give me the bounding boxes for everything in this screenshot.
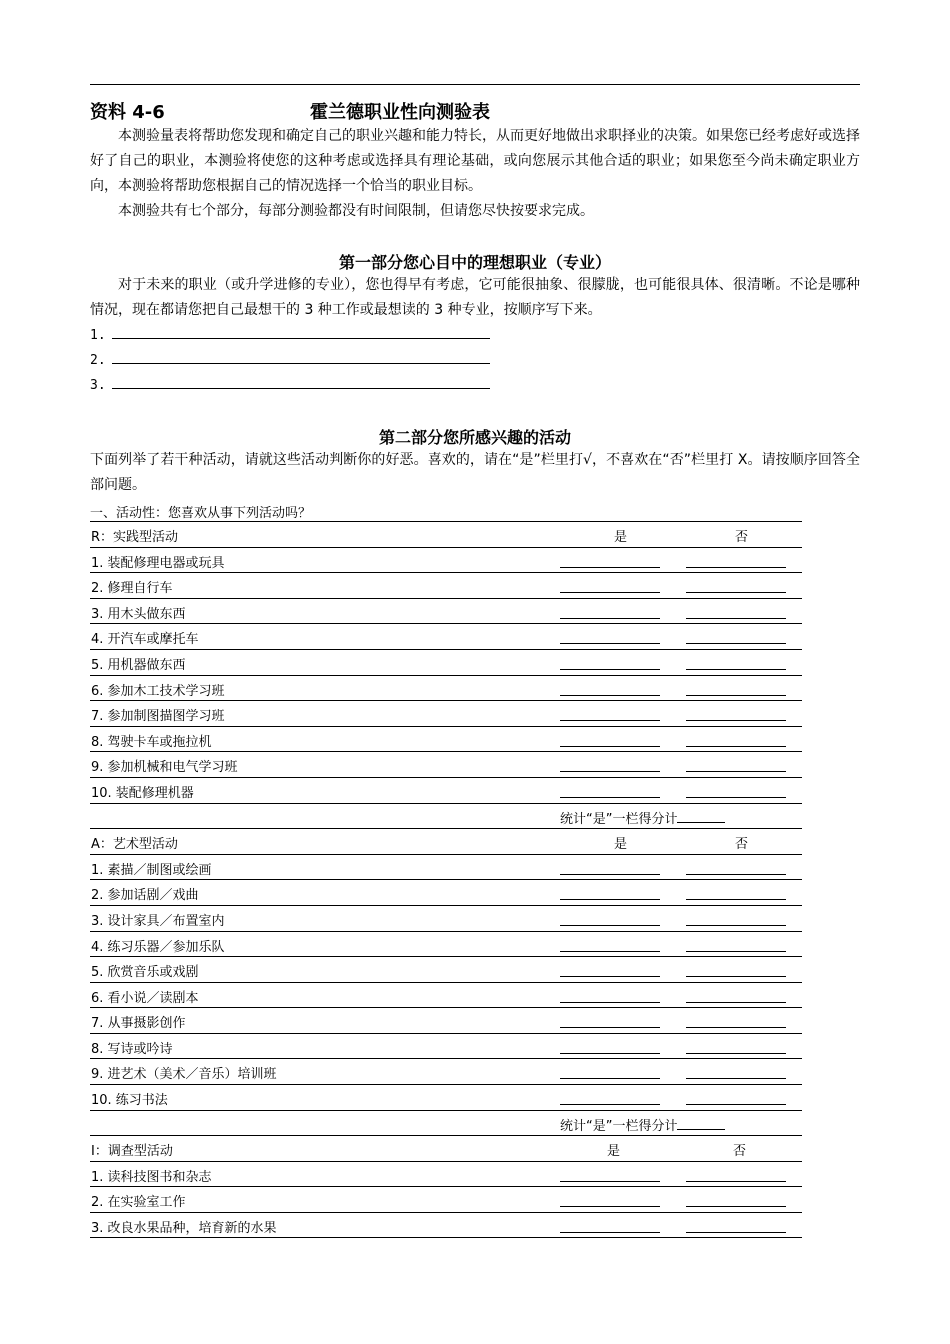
activity-row: [90, 905, 802, 931]
activity-row: [90, 726, 802, 752]
activity-label: 2. 参加话剧／戏曲: [91, 888, 199, 904]
activity-row: [90, 1058, 802, 1084]
document-label: 资料 4-6: [90, 102, 165, 123]
yes-answer-blank[interactable]: [560, 618, 660, 619]
yes-answer-blank[interactable]: [560, 1181, 660, 1182]
answer-blank[interactable]: [112, 326, 490, 339]
no-answer-blank[interactable]: [686, 976, 786, 977]
activity-row: [90, 598, 802, 624]
yes-answer-blank[interactable]: [560, 1002, 660, 1003]
activity-label: 3. 用木头做东西: [91, 606, 186, 622]
no-answer-blank[interactable]: [686, 1104, 786, 1105]
part2-title: 第二部分您所感兴趣的活动: [378, 428, 571, 447]
answer-line-1[interactable]: [90, 326, 490, 346]
no-answer-blank[interactable]: [686, 746, 786, 747]
activity-label: 9. 参加机械和电气学习班: [91, 760, 238, 776]
yes-answer-blank[interactable]: [560, 925, 660, 926]
yes-answer-blank[interactable]: [560, 592, 660, 593]
activity-row: [90, 1007, 802, 1033]
yes-score-tally: [560, 808, 725, 827]
no-answer-blank[interactable]: [686, 951, 786, 952]
activity-label: 1. 素描／制图或绘画: [91, 862, 212, 878]
no-answer-blank[interactable]: [686, 618, 786, 619]
activity-row: [90, 956, 802, 982]
yes-answer-blank[interactable]: [560, 643, 660, 644]
activity-label: 4. 开汽车或摩托车: [91, 632, 199, 648]
yes-column-header: 是: [607, 1144, 621, 1160]
activity-label: 6. 看小说／读剧本: [91, 990, 199, 1006]
no-answer-blank[interactable]: [686, 643, 786, 644]
yes-answer-blank[interactable]: [560, 771, 660, 772]
answer-blank[interactable]: [112, 376, 490, 389]
activity-label: 2. 修理自行车: [91, 581, 173, 597]
document-title: 霍兰德职业性向测验表: [310, 102, 490, 123]
yes-answer-blank[interactable]: [560, 1053, 660, 1054]
activity-row: [90, 1033, 802, 1059]
activity-row: [90, 623, 802, 649]
part2-instructions: 下面列举了若干种活动，请就这些活动判断你的好恶。喜欢的，请在“是”栏里打√，不喜欢在“否”栏里打 X。请按顺序回答全部问题。: [90, 452, 860, 493]
tally-row: [90, 1110, 802, 1136]
tally-label: 统计“是”一栏得分计: [560, 811, 678, 827]
yes-answer-blank[interactable]: [560, 1027, 660, 1028]
answer-line-number: 2.: [90, 353, 106, 368]
yes-answer-blank[interactable]: [560, 899, 660, 900]
no-answer-blank[interactable]: [686, 1181, 786, 1182]
activity-label: 10. 装配修理机器: [91, 785, 194, 801]
group-header-row: [90, 1135, 802, 1161]
tally-blank[interactable]: [677, 1117, 725, 1130]
activity-row: [90, 649, 802, 675]
activity-row: [90, 931, 802, 957]
answer-line-number: 1.: [90, 328, 106, 343]
activity-label: 3. 改良水果品种，培育新的水果: [91, 1221, 277, 1237]
answer-blank[interactable]: [112, 351, 490, 364]
activity-question: 一、活动性：您喜欢从事下列活动吗？: [90, 506, 312, 521]
activity-row: [90, 1161, 802, 1187]
activity-row: [90, 700, 802, 726]
no-answer-blank[interactable]: [686, 1232, 786, 1233]
answer-line-2[interactable]: [90, 351, 490, 371]
yes-answer-blank[interactable]: [560, 746, 660, 747]
part1-instructions: 对于未来的职业（或升学进修的专业），您也得早有考虑，它可能很抽象、很朦胧，也可能很具体、很清晰。不论是哪种情况，现在都请您把自己最想干的 3 种工作或最想读的 3 种专业，按顺序写下来。: [90, 277, 860, 318]
no-answer-blank[interactable]: [686, 899, 786, 900]
activity-row: [90, 572, 802, 598]
yes-answer-blank[interactable]: [560, 669, 660, 670]
yes-score-tally: [560, 1115, 725, 1134]
activity-label: 1. 装配修理电器或玩具: [91, 555, 225, 571]
no-column-header: 否: [735, 837, 749, 853]
activity-row: [90, 777, 802, 803]
no-answer-blank[interactable]: [686, 720, 786, 721]
activity-label: 5. 欣赏音乐或戏剧: [91, 965, 199, 981]
intro-paragraph-1: 本测验量表将帮助您发现和确定自己的职业兴趣和能力特长，从而更好地做出求职择业的决策。如果您已经考虑好或选择好了自己的职业，本测验将使您的这种考虑或选择具有理论基础，或向您展示其他合适的职业；如果您至今尚未确定职业方向，本测验将帮助您根据自己的情况选择一个恰当的职业目标。: [90, 128, 860, 194]
group-header-row: [90, 521, 802, 547]
tally-label: 统计“是”一栏得分计: [560, 1118, 678, 1134]
yes-answer-blank[interactable]: [560, 567, 660, 568]
no-answer-blank[interactable]: [686, 695, 786, 696]
tally-blank[interactable]: [677, 810, 725, 823]
no-answer-blank[interactable]: [686, 1078, 786, 1079]
top-rule: [90, 84, 860, 85]
yes-column-header: 是: [614, 530, 628, 545]
activity-row: [90, 879, 802, 905]
activity-row: [90, 751, 802, 777]
activity-label: 7. 参加制图描图学习班: [91, 709, 225, 725]
no-answer-blank[interactable]: [686, 1053, 786, 1054]
activity-row: [90, 675, 802, 701]
yes-answer-blank[interactable]: [560, 1104, 660, 1105]
yes-answer-blank[interactable]: [560, 695, 660, 696]
activity-label: 2. 在实验室工作: [91, 1195, 186, 1211]
part1-title: 第一部分您心目中的理想职业（专业）: [338, 253, 611, 272]
group-header-row: [90, 828, 802, 854]
group-header: I：调查型活动: [91, 1144, 173, 1160]
yes-answer-blank[interactable]: [560, 1078, 660, 1079]
activity-survey-table: [90, 521, 802, 1238]
activity-label: 5. 用机器做东西: [91, 657, 186, 673]
no-answer-blank[interactable]: [686, 567, 786, 568]
activity-label: 1. 读科技图书和杂志: [91, 1169, 212, 1185]
activity-label: 8. 驾驶卡车或拖拉机: [91, 734, 212, 750]
yes-answer-blank[interactable]: [560, 797, 660, 798]
activity-row: [90, 1186, 802, 1212]
activity-row: [90, 982, 802, 1008]
no-answer-blank[interactable]: [686, 797, 786, 798]
yes-answer-blank[interactable]: [560, 874, 660, 875]
intro-paragraph-2: 本测验共有七个部分，每部分测验都没有时间限制，但请您尽快按要求完成。: [118, 203, 594, 219]
tally-row: [90, 803, 802, 829]
activity-label: 9. 进艺术（美术／音乐）培训班: [91, 1067, 277, 1083]
yes-answer-blank[interactable]: [560, 976, 660, 977]
activity-label: 7. 从事摄影创作: [91, 1016, 186, 1032]
no-answer-blank[interactable]: [686, 1027, 786, 1028]
no-answer-blank[interactable]: [686, 874, 786, 875]
activity-label: 10. 练习书法: [91, 1093, 168, 1109]
yes-answer-blank[interactable]: [560, 720, 660, 721]
activity-label: 3. 设计家具／布置室内: [91, 913, 225, 929]
group-header: A：艺术型活动: [91, 837, 178, 853]
no-answer-blank[interactable]: [686, 1002, 786, 1003]
no-answer-blank[interactable]: [686, 592, 786, 593]
answer-line-3[interactable]: [90, 376, 490, 396]
activity-row: [90, 1212, 802, 1238]
activity-row: [90, 854, 802, 880]
activity-label: 4. 练习乐器／参加乐队: [91, 939, 225, 955]
no-answer-blank[interactable]: [686, 669, 786, 670]
yes-answer-blank[interactable]: [560, 951, 660, 952]
no-answer-blank[interactable]: [686, 1206, 786, 1207]
no-column-header: 否: [735, 530, 749, 545]
activity-label: 8. 写诗或吟诗: [91, 1041, 173, 1057]
activity-row: [90, 547, 802, 573]
yes-answer-blank[interactable]: [560, 1206, 660, 1207]
no-answer-blank[interactable]: [686, 925, 786, 926]
yes-column-header: 是: [614, 837, 628, 853]
yes-answer-blank[interactable]: [560, 1232, 660, 1233]
no-answer-blank[interactable]: [686, 771, 786, 772]
document-header: [90, 98, 860, 124]
group-header: R：实践型活动: [91, 530, 179, 545]
activity-row: [90, 1084, 802, 1110]
no-column-header: 否: [733, 1144, 747, 1160]
answer-line-number: 3.: [90, 378, 106, 393]
activity-label: 6. 参加木工技术学习班: [91, 683, 225, 699]
